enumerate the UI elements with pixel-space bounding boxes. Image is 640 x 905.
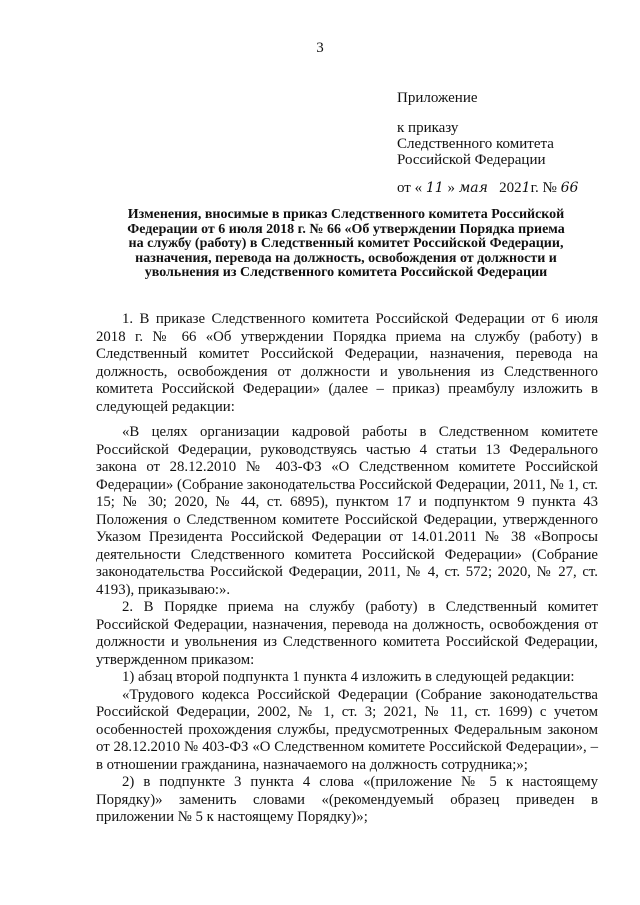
- year-prefix: 202: [499, 180, 522, 196]
- paragraph: 1) абзац второй подпункта 1 пункта 4 изложить в следующей редакции:: [122, 669, 575, 685]
- title-line: Федерации от 6 июля 2018 г. № 66 «Об утверждении Порядка приема: [127, 221, 565, 237]
- year-suffix: г. №: [530, 180, 557, 196]
- document-body: [96, 311, 598, 827]
- document-title: [96, 208, 596, 281]
- appendix-org-line2: Российской Федерации: [397, 152, 546, 168]
- title-line: назначения, перевода на должность, освобождения от должности и: [135, 250, 557, 266]
- title-line: Изменения, вносимые в приказ Следственного комитета Российской: [127, 207, 565, 222]
- appendix-to-order: к приказу: [397, 120, 459, 136]
- appendix-org-line1: Следственного комитета: [397, 136, 554, 152]
- handwritten-month: мая: [458, 180, 488, 196]
- handwritten-order-number: 66: [560, 180, 579, 196]
- title-line: на службу (работу) в Следственный комитет Российской Федерации,: [128, 236, 564, 252]
- date-prefix: от «: [397, 180, 423, 196]
- quote-close: »: [447, 180, 455, 196]
- appendix-block: [397, 90, 578, 196]
- title-line: увольнения из Следственного комитета Российской Федерации: [144, 265, 548, 281]
- paragraph: «Трудового кодекса Российской Федерации (Собрание законодательства Российской Федерации, 2002, № 1, ст. 3; 2021, № 11, ст. 1699) с учетом особенностей прохождения службы, предусмотренных Федеральным законом от 28.12.2010 № 403-ФЗ «О Следственном комитете Российской Федерации», – в отношении гражданина, назначаемого на должность сотрудника;»;: [96, 686, 598, 773]
- page-number: 3: [316, 40, 324, 56]
- paragraph: 2. В Порядке приема на службу (работу) в Следственный комитет Российской Федерации, назначения, перевода на должность, освобождения от должности и увольнения из Следственного комитета Российской Федерации, утвержденном приказом:: [96, 599, 598, 668]
- order-date-line: [397, 180, 578, 196]
- paragraph: 1. В приказе Следственного комитета Российской Федерации от 6 июля 2018 г. № 66 «Об утверждении Порядка приема на службу (работу) в Следственный комитет Российской Федерации, назначения, перевода на должность, освобождения от должности и увольнения из Следственного комитета Российской Федерации» (далее – приказ) преамбулу изложить в следующей редакции:: [96, 311, 598, 415]
- paragraph: «В целях организации кадровой работы в Следственном комитете Российской Федерации, руководствуясь частью 4 статьи 13 Федерального закона от 28.12.2010 № 403-ФЗ «О Следственном комитете Российской Федерации» (Собрание законодательства Российской Федерации, 2011, № 1, ст. 15; № 30; 2020, № 44, ст. 6895), пунктом 17 и подпунктом 9 пункта 43 Положения о Следственном комитете Российской Федерации, утвержденного Указом Президента Российской Федерации от 14.01.2011 № 38 «Вопросы деятельности Следственного комитета Российской Федерации» (Собрание законодательства Российской Федерации, 2011, № 4, ст. 572; 2020, № 27, ст. 4193), приказываю:».: [96, 424, 598, 598]
- handwritten-year-digit: 1: [521, 180, 531, 196]
- handwritten-day: 11: [425, 180, 444, 196]
- paragraph: 2) в подпункте 3 пункта 4 слова «(приложение № 5 к настоящему Порядку)» заменить словами «(рекомендуемый образец приведен в приложении № 5 к настоящему Порядку)»;: [96, 774, 598, 825]
- appendix-title: Приложение: [397, 90, 478, 106]
